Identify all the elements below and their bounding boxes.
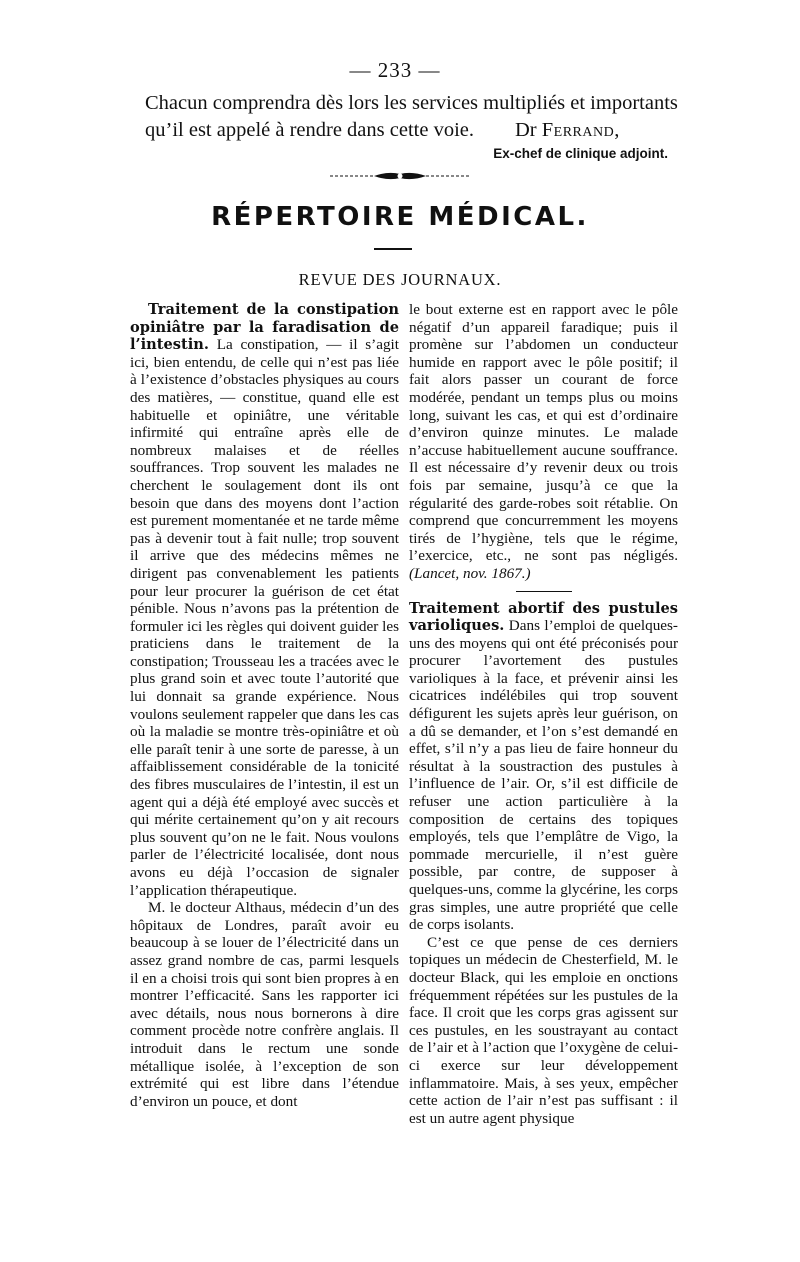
closing-line-2: qu’il est appelé à rendre dans cette voie. bbox=[145, 119, 474, 141]
article-heading: Traitement de la constipation opiniâtre par la faradisation de l’intestin. bbox=[130, 301, 399, 354]
article-text: La constipation, — il s’agit ici, bien entendu, de celle qui n’est pas liée à l’existence d’obstacles physiques au cours des matières, — constitue, quand elle est habituelle et opiniâtre, une véritable infirmité qui entraîne après elle de nombreux malaises et de réelles souffrances. Trop souvent les malades ne cherchent le soulagement dont ils ont besoin que dans des moyens dont l’action est purement momentanée et ne tarde même pas à devenir tout à fait nulle; trop souvent il arrive que des médecins mêmes ne dirigent pas convenablement les patients pour leur procurer la guérison de cet état pénible. Nous n’avons pas la prétention de formuler ici les règles qui doivent guider les praticiens dans le traitement de la constipation; Trousseau les a tracées avec le plus grand soin et avec toute l’autorité que lui donnait sa grande expérience. Nous voulons seulement rappeler que dans les cas où la maladie se montre très-opiniâtre et où elle paraît tenir à une sorte de paresse, à un affaiblissement considérable de la tonicité des fibres musculaires de l’intestin, il est un agent qui a déjà été employé avec succès et qui mérite certainement qu’on y ait recours plus souvent qu’on ne le fait. Nous voulons parler de l’électricité localisée, dont nous avons eu déjà l’occasion de signaler l’application thérapeutique. bbox=[130, 336, 399, 899]
title-rule bbox=[374, 248, 412, 250]
signature-title: Dr bbox=[515, 119, 537, 141]
article-heading: Traitement abortif des pustules varioliques. bbox=[409, 599, 678, 635]
article-separator bbox=[516, 591, 572, 592]
text-column-left bbox=[130, 301, 399, 1110]
page-number: — 233 — bbox=[349, 58, 441, 82]
closing-paragraph bbox=[145, 90, 678, 144]
article-text: Dans l’emploi de quelques-uns des moyens qui ont été préconisés pour procurer l’avortement des pustules varioliques à la face, et prévenir ainsi les cicatrices indélébiles qui trop souvent défigurent les sujets après leur guérison, on a dû se demander, et l’on s’est demandé en effet, s’il n’y a pas lieu de faire honneur du résultat à la soustraction des pustules à l’influence de l’air. Or, s’il est difficile de refuser une action particulière à la composition de certains des topiques employés, tels que l’emplâtre de Vigo, la pommade mercurielle, il n’est guère possible, par contre, de supposer à quelques-uns, comme la glycérine, les corps gras simples, une autre propriété que celle de corps isolants. bbox=[409, 617, 678, 934]
article-paragraph bbox=[409, 600, 678, 934]
closing-line-1: Chacun comprendra dès lors les services multipliés et importants bbox=[145, 92, 678, 114]
author-signature bbox=[515, 117, 620, 144]
article-paragraph: M. le docteur Althaus, médecin d’un des hôpitaux de Londres, paraît avoir eu beaucoup à se louer de l’électricité dans un assez grand nombre de cas, parmi lesquels il en a choisi trois qui sont bien propres à en montrer l’efficacité. Sans les rapporter ici avec détails, nous nous bornerons à dire comment procède notre confrère anglais. Il introduit dans le rectum une sonde métallique isolée, à l’exception de son extrémité qui est libre dans l’étendue d’environ un pouce, et dont bbox=[130, 899, 399, 1110]
article-text: le bout externe est en rapport avec le pôle négatif d’un appareil faradique; puis il promène sur l’abdomen un conducteur humide en rapport avec le pôle positif; il fait alors passer un courant de force modérée, pendant un temps plus ou moins long, suivant les cas, et qui est d’ordinaire d’environ quinze minutes. Le malade n’accuse habituellement aucune souffrance. Il est nécessaire d’y revenir deux ou trois fois par semaine, jusqu’à ce que la régularité des garde-robes soit rétablie. On comprend que concurremment les moyens tirés de l’hygiène, tels que le régime, l’exercice, etc., ne sont pas négligés. bbox=[409, 301, 678, 565]
section-title: RÉPERTOIRE MÉDICAL. bbox=[211, 202, 589, 232]
article-paragraph: C’est ce que pense de ces derniers topiques un médecin de Chesterfield, M. le docteur Black, qui les emploie en onctions fréquemment répétées sur les pustules de la face. Il croit que les corps gras agissent sur ces pustules, en les soustrayant au contact de l’air et à l’action que l’oxygène de celui-ci exerce sur leur développement inflammatoire. Mais, à ses yeux, empêcher cette action de l’air n’est pas suffisant : il est un autre agent physique bbox=[409, 933, 678, 1127]
subsection-title: REVUE DES JOURNAUX. bbox=[298, 270, 502, 289]
author-affiliation: Ex-chef de clinique adjoint. bbox=[493, 146, 668, 161]
text-column-right bbox=[409, 301, 678, 1127]
article-paragraph bbox=[130, 301, 399, 899]
article-paragraph bbox=[409, 301, 678, 583]
article-citation: (Lancet, nov. 1867.) bbox=[409, 564, 531, 582]
ornament-divider-icon bbox=[330, 168, 470, 184]
signature-name: Ferrand, bbox=[541, 119, 620, 141]
